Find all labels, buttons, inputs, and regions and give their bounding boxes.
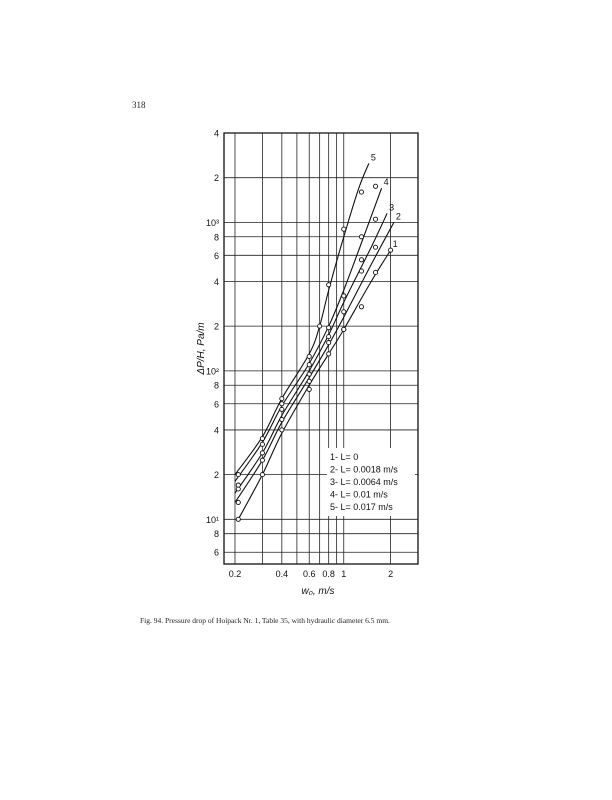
x-tick-label: 0.4 bbox=[275, 569, 289, 579]
y-tick-label: 6 bbox=[213, 250, 219, 261]
y-tick-label: 8 bbox=[213, 380, 219, 391]
data-point bbox=[236, 500, 240, 504]
legend-entry: 3- L= 0.0064 m/s bbox=[330, 477, 398, 487]
data-point bbox=[280, 397, 284, 401]
y-tick-label: 2 bbox=[213, 470, 219, 481]
data-point bbox=[342, 327, 346, 331]
data-point bbox=[307, 372, 311, 376]
data-point bbox=[327, 340, 331, 344]
data-point bbox=[359, 305, 363, 309]
data-point bbox=[373, 217, 377, 221]
y-tick-label: 4 bbox=[213, 276, 219, 287]
data-point bbox=[260, 451, 264, 455]
y-tick-label: 6 bbox=[213, 399, 219, 410]
legend bbox=[327, 448, 415, 516]
data-point bbox=[342, 310, 346, 314]
series-line-5 bbox=[235, 163, 369, 474]
figure-caption: Fig. 94. Pressure drop of Hoipack Nr. 1, Table 35, with hydraulic diameter 6.5 mm. bbox=[140, 616, 390, 625]
data-point bbox=[327, 283, 331, 287]
data-point bbox=[280, 407, 284, 411]
data-point bbox=[307, 363, 311, 367]
data-point bbox=[280, 417, 284, 421]
y-axis-label: ΔP/H, Pa/m bbox=[196, 322, 207, 375]
page-number: 318 bbox=[132, 100, 146, 110]
data-point bbox=[307, 354, 311, 358]
x-axis-label: w₀, m/s bbox=[301, 586, 335, 597]
data-point bbox=[359, 190, 363, 194]
data-point bbox=[359, 235, 363, 239]
curve-label-3: 3 bbox=[389, 202, 395, 213]
data-point bbox=[307, 387, 311, 391]
legend-entry: 2- L= 0.0018 m/s bbox=[330, 464, 398, 475]
data-point bbox=[373, 184, 377, 188]
x-tick-label: 1 bbox=[341, 569, 347, 579]
x-tick-label: 0.6 bbox=[302, 569, 316, 579]
data-point bbox=[342, 294, 346, 298]
data-point bbox=[280, 428, 284, 432]
curve-labels bbox=[371, 152, 401, 249]
data-point bbox=[280, 402, 284, 406]
legend-entry: 5- L= 0.017 m/s bbox=[330, 502, 393, 512]
data-point bbox=[327, 326, 331, 330]
x-tick-label: 0.2 bbox=[228, 569, 242, 579]
y-tick-label: 8 bbox=[213, 232, 219, 243]
data-point bbox=[327, 335, 331, 339]
data-point bbox=[342, 227, 346, 231]
data-point bbox=[359, 258, 363, 262]
data-point bbox=[359, 269, 363, 273]
data-point bbox=[327, 352, 331, 356]
y-tick-label: 2 bbox=[213, 173, 219, 184]
x-tick-label: 2 bbox=[388, 569, 394, 579]
curve-label-5: 5 bbox=[370, 152, 376, 163]
curve-label-4: 4 bbox=[383, 177, 389, 188]
legend-entry: 1- L= 0 bbox=[330, 452, 359, 462]
data-point bbox=[260, 473, 264, 477]
y-tick-label: 10² bbox=[205, 366, 219, 377]
data-point bbox=[236, 517, 240, 521]
data-point bbox=[373, 270, 377, 274]
y-tick-label: 10³ bbox=[205, 217, 219, 228]
legend-entry: 4- L= 0.01 m/s bbox=[330, 489, 388, 500]
y-tick-label: 6 bbox=[213, 547, 219, 558]
data-point bbox=[307, 379, 311, 383]
curve-label-1: 1 bbox=[392, 239, 398, 250]
y-tick-label: 4 bbox=[213, 128, 219, 139]
data-point bbox=[260, 458, 264, 462]
data-point bbox=[373, 245, 377, 249]
y-tick-label: 4 bbox=[213, 425, 219, 436]
data-point bbox=[260, 442, 264, 446]
data-point bbox=[260, 436, 264, 440]
data-point bbox=[318, 324, 322, 328]
curve-label-2: 2 bbox=[395, 211, 401, 222]
series-line-4 bbox=[235, 188, 382, 481]
y-tick-label: 2 bbox=[213, 321, 219, 332]
data-point bbox=[236, 483, 240, 487]
y-tick-label: 10¹ bbox=[205, 514, 219, 525]
x-tick-label: 0.8 bbox=[322, 569, 335, 579]
y-tick-label: 8 bbox=[213, 529, 219, 540]
data-point bbox=[236, 473, 240, 477]
